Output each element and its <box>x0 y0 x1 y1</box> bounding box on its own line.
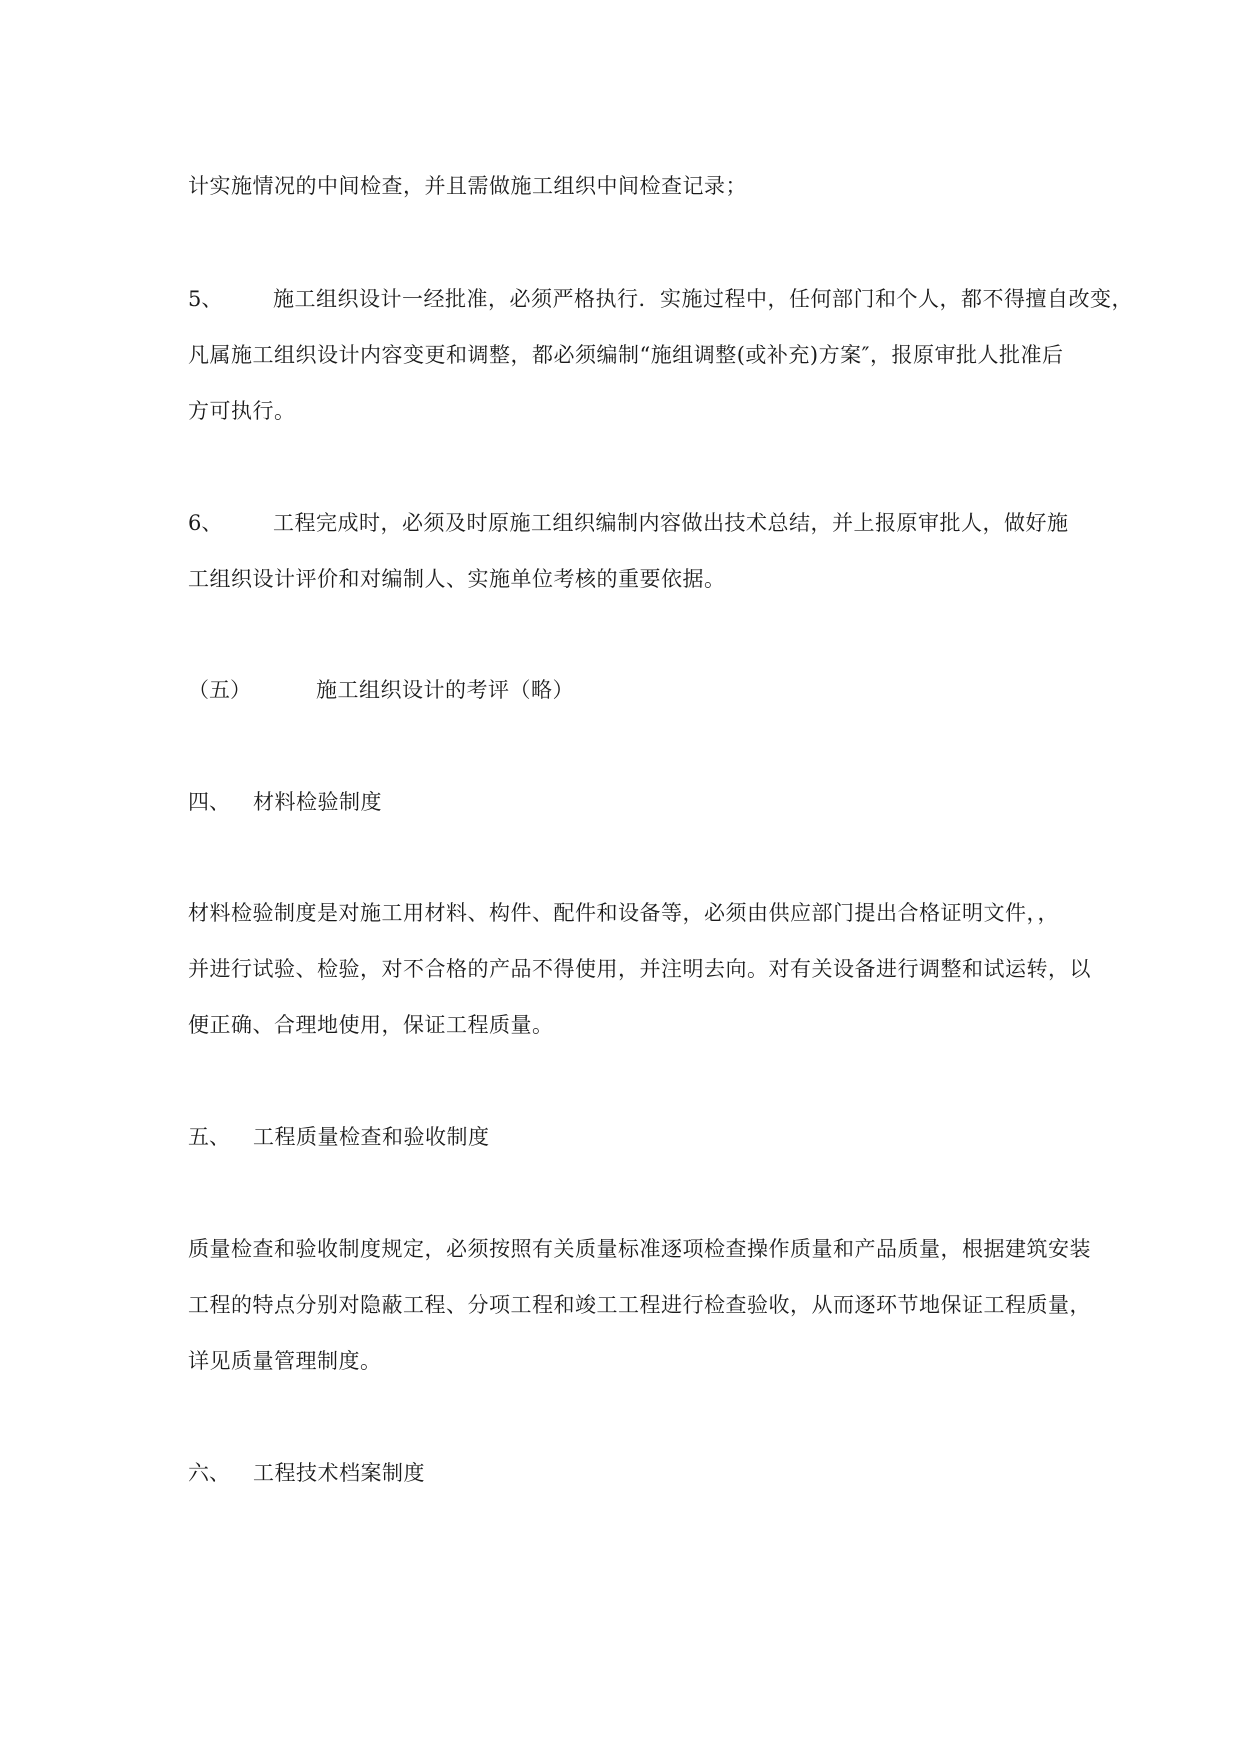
paragraph-line: 计实施情况的中间检查，并且需做施工组织中间检查记录； <box>188 174 747 198</box>
paragraph-line: 工程的特点分别对隐蔽工程、分项工程和竣工工程进行检查验收，从而逐环节地保证工程质量， <box>188 1293 1091 1317</box>
item-number: 5、 <box>188 287 223 311</box>
section-number: 五、 <box>188 1125 230 1149</box>
section-title: 工程技术档案制度 <box>253 1461 425 1485</box>
section-number: 六、 <box>188 1461 230 1485</box>
paragraph-line: 工组织设计评价和对编制人、实施单位考核的重要依据。 <box>188 567 726 591</box>
item-number: 6、 <box>188 511 223 535</box>
section-title: 工程质量检查和验收制度 <box>253 1125 490 1149</box>
paragraph-line: 方可执行。 <box>188 399 296 423</box>
paragraph-line: 便正确、合理地使用，保证工程质量。 <box>188 1013 554 1037</box>
paragraph-line: 详见质量管理制度。 <box>188 1349 382 1373</box>
paragraph-line: 并进行试验、检验，对不合格的产品不得使用，并注明去向。对有关设备进行调整和试运转，以 <box>188 957 1091 981</box>
paragraph-line: 施工组织设计一经批准，必须严格执行．实施过程中，任何部门和个人，都不得擅自改变， <box>273 287 1133 311</box>
subsection-number: （五） <box>188 678 251 702</box>
section-number: 四、 <box>188 790 230 814</box>
subsection-title: 施工组织设计的考评（略） <box>316 678 574 702</box>
paragraph-line: 质量检查和验收制度规定，必须按照有关质量标准逐项检查操作质量和产品质量，根据建筑安装 <box>188 1237 1091 1261</box>
paragraph-line: 工程完成时，必须及时原施工组织编制内容做出技术总结，并上报原审批人，做好施 <box>273 511 1069 535</box>
paragraph-line: 材料检验制度是对施工用材料、构件、配件和设备等，必须由供应部门提出合格证明文件，， <box>188 901 1059 925</box>
paragraph-line: 凡属施工组织设计内容变更和调整，都必须编制“施组调整(或补充)方案″，报原审批人批准后 <box>188 343 1064 367</box>
section-title: 材料检验制度 <box>253 790 382 814</box>
